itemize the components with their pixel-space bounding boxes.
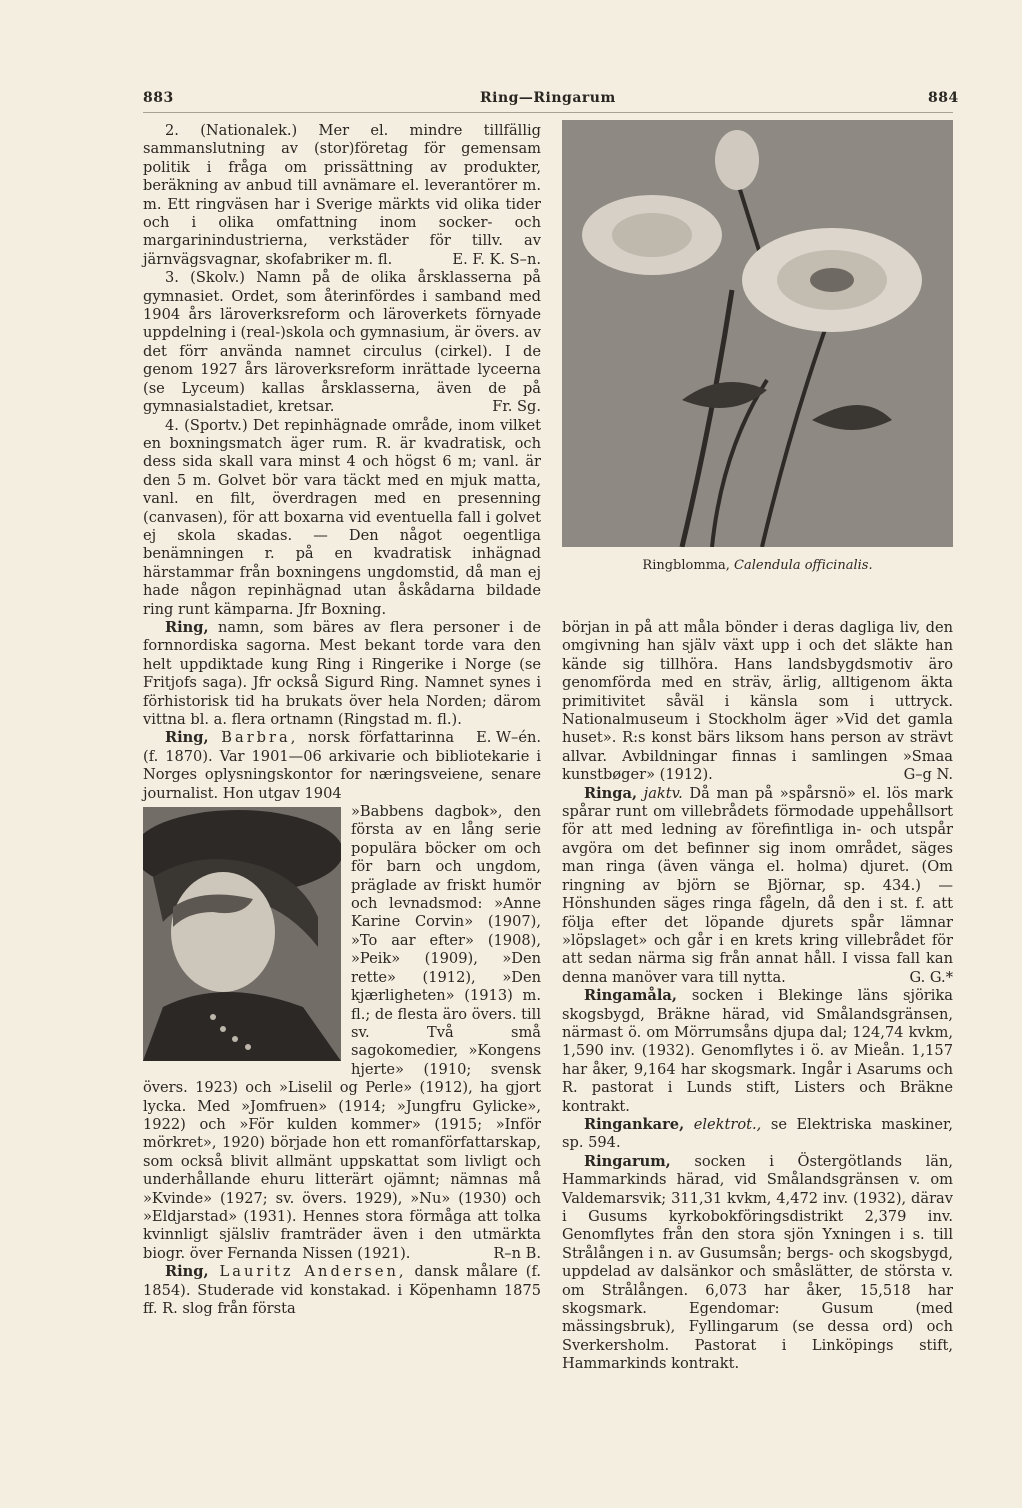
entry-ring-name: Ring, namn, som bäres av flera personer i de fornnordiska sagorna. Mest bekant torde vara den helt uppdiktade kung Ring i Ringerike i Norge (se Fritjofs saga). Jfr också Sigurd Ring. Namnet synes i förhistorisk tid ha brukats över hela Norden; därom vittna bl. a. flera ortnamn (Ringstad m. fl.). E. W–én. [143, 618, 541, 747]
entry-ring-2: 2. (Nationalek.) Mer el. mindre tillfällig sammanslutning av (stor)företag för gemensam politik i fråga om prissättning av produkter, beräkning av anbud till avnämare el. leverantörer m. m. Ett ringväsen har i Sverige märkts vid olika tider och i olika omfattning inom socker- och margarinindustrierna, verkstäder för tillv. av järnvägsvagnar, skofabriker m. fl. E. F. K. S–n. [143, 122, 541, 268]
running-title: Ring—Ringarum [480, 90, 616, 106]
entry-ring-3: 3. (Skolv.) Namn på de olika årsklasserna på gymnasiet. Ordet, som återinfördes i samband med 1904 års läroverksreform och läroverkets förnyade uppdelning i (real-)skola och gymnasium, är övers. av det förr använda namnet circulus (cirkel). I de genom 1927 års läroverksreform inrättade lyceerna (se Lyceum) kallas årsklasserna, även de på gymnasialstadiet, kretsar. Fr. Sg. [143, 269, 541, 416]
right-column [562, 619, 953, 1374]
entry-ringankare: Ringankare, elektrot., se Elektriska maskiner, sp. 594. [562, 1115, 953, 1152]
page-number-right: 884 [928, 90, 959, 106]
flower-image [562, 120, 953, 547]
page-number-left: 883 [143, 90, 174, 106]
entry-ring-barbra-cont: »Babbens dagbok», den första av en lång serie populära böcker om och för barn och ungdom, präglade av friskt humör och levnadsmod: »Anne Karine Corvin» (1907), »To aar efter» (1908), »Peik» (1909), »Den rette» (1912), »Den kjærligheten» (1913) m. fl.; de flesta äro övers. till sv. Två små sagokomedier, »Kongens hjerte» (1910; svensk övers. 1923) och »Liselil og Perle» (1912), ha gjort lycka. Med »Jomfruen» (1914; »Jungfru Gylicke», 1922) och »För kulden kommer» (1915; »Inför mörkret», 1920) började hon ett romanförfattarskap, som också blivit allmänt uppskattat som livligt och underhållande ehuru litterärt ojämnt; nämnas må »Kvinde» (1927; sv. övers. 1929), »Nu» (1930) och »Eldjarstad» (1931). Hennes stora förmåga att tolka kvinnligt själsliv framträder även i den utmärkta biogr. över Fernanda Nissen (1921). R–n B. [143, 803, 541, 1262]
entry-ring-4: 4. (Sportv.) Det repinhägnade område, inom vilket en boxningsmatch äger rum. R. är kvadratisk, och dess sida skall vara minst 4 och högst 6 m; vanl. är den 5 m. Golvet bör vara täckt med en mjuk matta, vanl. en filt, överdragen med en presenning (canvasen), för att boxarna vid eventuella fall i golvet ej skola skadas. — Den något oegentliga benämningen r. på en kvadratisk inhägnad härstammar från boxningens ungdomstid, då man ej hade någon repinhägnad utan åskådarna bildade ring runt kämparna. Jfr Boxning. [143, 416, 541, 618]
portrait-image [143, 807, 341, 1061]
entry-ring-barbra: Ring, Barbra, norsk författarinna (f. 1870). Var 1901—06 arkivarie och bibliotekarie i Norges oplysningskontor for næringsveiene, senare journalist. Hon utgav 1904 [143, 729, 541, 802]
entry-ring-lauritz: Ring, Lauritz Andersen, dansk målare (f. 1854). Studerade vid konstakad. i Köpenhamn 1875 ff. R. slog från första [143, 1263, 541, 1317]
photo-ringblomma [562, 120, 953, 547]
entry-ringa: Ringa, jaktv. Då man på »spårsnö» el. lös mark spårar runt om villebrådets förmodade uppehållsort för att med ledning av förefintliga in- och utspår avgöra om det befinner sig inom området, säges man ringa (även vänga el. holma) djuret. (Om ringning av björn se Björnar, sp. 434.) — Hönshunden säges ringa fågeln, då den i st. f. att följa efter det löpande djurets spår lämnar »löpslaget» och går i en krets kring villebrådet för att sedan närma sig från annat håll. I vissa fall kan denna manöver vara till nytta. G. G.* [562, 784, 954, 986]
figure-caption: Ringblomma, Calendula officinalis. [642, 558, 873, 573]
entry-ring-lauritz-cont: början in på att måla bönder i deras dagliga liv, den omgivning han själv växt upp i och det släkte han kände sig tillhöra. Hans landsbygdsmotiv äro genomförda med en sträv, ärlig, alltigenom äkta primitivitet såväl i känsla som i uttryck. Nationalmuseum i Stockholm äger »Vid det gamla huset». R:s konst bärs liksom hans person av strävt allvar. Avbildningar finnas i samlingen »Smaa kunstbøger» (1912). G–g N. [562, 619, 953, 784]
portrait-barbra-ring [143, 807, 341, 1061]
entry-ringarum: Ringarum, socken i Östergötlands län, Hammarkinds härad, vid Smålandsgränsen v. om Valdemarsvik; 311,31 kvkm, 4,472 inv. (1932), därav i Gusums kyrkobokföringsdistrikt 2,379 inv. Genomflytes från den stora sjön Yxningen i s. till Strålången i n. av Gusumsån; bergs- och skogsbygd, uppdelad av dalsänkor och småslätter, de största v. om Strålången. 6,073 har åker, 15,518 har skogsmark. Egendomar: Gusum (med mässingsbruk), Fyllingarum (se dessa ord) och Sverkersholm. Pastorat i Linköpings stift, Hammarkinds kontrakt. [562, 1152, 953, 1373]
entry-ringamala: Ringamåla, socken i Blekinge läns sjörika skogsbygd, Bräkne härad, vid Smålandsgränsen, närmast ö. om Mörrumsåns djupa dal; 124,74 kvkm, 1,590 inv. (1932). Genomflytes i ö. av Mieån. 1,157 har åker, 9,164 har skogsmark. Ingår i Asarums och R. pastorat i Lunds stift, Listers och Bräkne kontrakt. [562, 987, 953, 1115]
header-rule [143, 112, 953, 113]
left-column [143, 122, 541, 1318]
